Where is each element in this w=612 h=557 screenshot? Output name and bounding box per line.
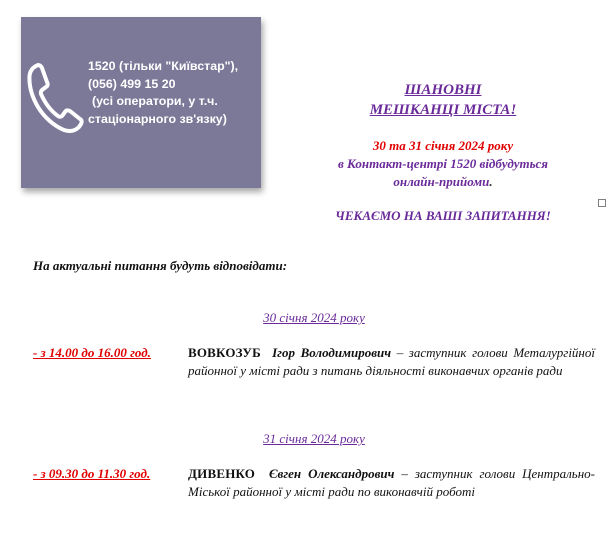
- session-speaker-2: [188, 465, 595, 501]
- speaker-surname: ВОВКОЗУБ: [188, 345, 261, 360]
- session-time-1: - з 14.00 до 16.00 год.: [33, 345, 151, 360]
- contact-box: [21, 17, 261, 188]
- greeting-line-1: ШАНОВНІ: [404, 82, 482, 98]
- announcement-info-1: в Контакт-центрі 1520 відбудуться: [338, 156, 548, 171]
- waiting-line: ЧЕКАЄМО НА ВАШІ ЗАПИТАННЯ!: [335, 208, 551, 223]
- session-entry-1: [33, 344, 595, 380]
- speaker-position: – заступник голови Центрально-Міської районної у місті ради по виконавчій роботі: [188, 466, 595, 499]
- session-entry-2: [33, 465, 595, 501]
- speaker-given-names: Ігор Володимирович: [272, 345, 392, 360]
- speaker-position: – заступник голови Металургійної районної у місті ради з питань діяльності виконавчих органів ради: [188, 345, 595, 378]
- contact-line: стаціонарного зв'язку): [88, 111, 227, 126]
- announcement-dates: 30 та 31 січня 2024 року: [372, 138, 514, 153]
- contact-phone-lines: [88, 58, 260, 128]
- session-date-2: 31 січня 2024 року: [263, 431, 365, 446]
- selection-handle: [598, 199, 606, 207]
- contact-line: (усі оператори, у т.ч.: [92, 94, 218, 108]
- speaker-surname: ДИВЕНКО: [188, 466, 256, 481]
- greeting-line-2: МЕШКАНЦІ МІСТА!: [369, 102, 517, 118]
- contact-line: (056) 499 15 20: [88, 76, 176, 91]
- contact-line: 1520 (тільки "Київстар"),: [88, 59, 239, 73]
- announcement-info-2: [283, 173, 603, 191]
- intro-text: На актуальні питання будуть відповідати:: [33, 258, 288, 273]
- speaker-given-names: Євген Олександрович: [269, 466, 395, 481]
- session-speaker-1: [188, 344, 595, 380]
- announcement-info-2-dot: .: [489, 174, 493, 189]
- session-date-1: 30 січня 2024 року: [263, 310, 365, 325]
- announcement-info-2-text: онлайн-прийоми: [393, 174, 490, 189]
- announcement: [283, 80, 603, 225]
- phone-handset-icon: [24, 59, 90, 137]
- session-time-2: - з 09.30 до 11.30 год.: [33, 466, 151, 481]
